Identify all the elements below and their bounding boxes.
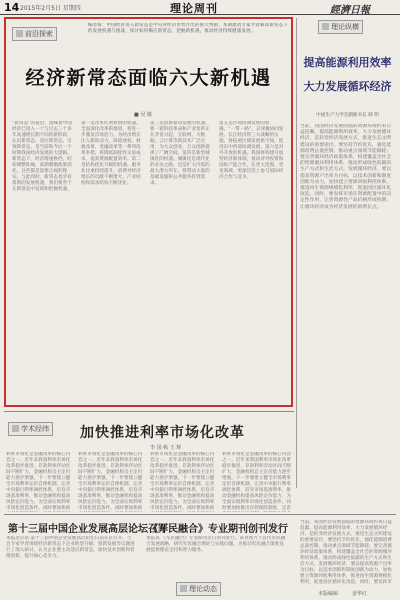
- issue-date: 2015年2月5日 星期四: [20, 5, 81, 12]
- article-column: “新常态”的提出，意味着中国经济已进入一个与过去三十多年高速增长期不同的新阶段。认识新常态、适应新常态、引领新常态，是当前和今后一个时期我国经济发展的大逻辑。新常态下，经济增速换挡，结构调整阵痛，前期刺激政策消化，这些都是需要正视的现实。与此同时，新常态也孕育着新的发展机遇，我们要善于在新常态中发现和把握机遇。: [12, 121, 72, 192]
- tag-frontier: 前沿探索: [12, 27, 57, 41]
- editor-label: 本版编辑: [318, 591, 339, 597]
- top-byline: ■ 吴 敬: [134, 112, 152, 118]
- section-tag-icon: [180, 585, 187, 592]
- mid-article-column: 利率市场化是金融改革的核心内容之一。近年来我国利率市场化改革稳步推进，存款利率浮动区间不断扩大，金融机构自主定价能力逐步增强。下一步要建立健全市场利率定价自律机制，完善中央银行利率调控体系，培育市场基准利率，推动金融机构提高风险定价能力，为全面实现利率市场化创造条件。同时要加快推: [150, 452, 215, 511]
- page-header: [0, 0, 400, 15]
- right-headline-2: 大力发展循环经济: [303, 80, 392, 93]
- page-number: 14: [4, 1, 20, 14]
- editor-note: 编者按：中国经济进入新常态是中央对经济形势作出的重大判断。本期邀请专家学者解读新常态下的发展机遇与挑战，探讨如何顺应新常态，把握新机遇，推动经济持续健康发展。: [88, 23, 288, 34]
- column-divider: [296, 18, 297, 488]
- mid-article-column: 利率市场化是金融改革的核心内容之一。近年来我国利率市场化改革稳步推进，存款利率浮动区间不断扩大，金融机构自主定价能力逐步增强。下一步要建立健全市场利率定价自律机制，完善中央银行利率调控体系，培育市场基准利率，推动金融机构提高风险定价能力，为全面实现利率市场化创造条件。同时要加快推出存款保险制度，完善: [222, 452, 291, 511]
- article-column: 第五是区域协调发展的机遇。“一带一路”、京津冀协同发展、长江经济带三大战略的实施，将拓展区域发展新空间，促进东中西部协调发展。第六是对外开放的机遇。我国将构建开放型经济新体制，推动对外投资和国际产能合作，在更大范围、更宽领域、更深层次上参与国际经济合作与竞争。: [219, 121, 284, 180]
- bottom-left-headline: 第十三届中国企业发展高层论坛召开: [8, 524, 168, 535]
- section-tag-icon: [322, 23, 329, 30]
- mid-byline: 李 国 栋 王 辉: [150, 445, 182, 451]
- right-byline: 中国生产力学会副秘书长 韩 明: [316, 113, 379, 118]
- article-column: 第一是改革红利释放的机遇。全面深化改革的推进，将进一步激发市场活力，为经济增长注入新的动力。简政放权、财税改革、金融改革等一系列改革举措，将降低制度性交易成本，提高资源配置效率。第二是结构优化升级的机遇。服务业比重持续提升，消费对经济增长的贡献不断增大，产业结构和需求结构不断优化。: [81, 121, 141, 186]
- editor-name: 姜华红: [352, 591, 368, 597]
- bottom-left-body: 本报北京讯 第十三届中国企业发展高层论坛日前在京召开。与会专家学者围绕经济新常态下企业转型升级、创新发展等议题进行了深入研讨，认为企业要主动适应新常态，加快技术创新和管理创新，提升核心竞争力。: [6, 536, 135, 559]
- paper-logo: 經濟日報: [330, 5, 370, 16]
- mid-article-column: 利率市场化是金融改革的核心内容之一。近年来我国利率市场化改革稳步推进，存款利率浮动区间不断扩大，金融机构自主定价能力逐步增强。下一步要建立健全市场利率定价自律机制，完善中央银行利率调控体系，培育市场基准利率，推动金融机构提高风险定价能力，为全面实现利率市场化创造条件。同时要加快推: [78, 452, 143, 511]
- section-tag-icon: [12, 425, 19, 432]
- tag-academic: 学术经纬: [8, 422, 53, 436]
- article-column: 第三是创新驱动发展的机遇。新一轮科技革命和产业变革正在孕育兴起，互联网、大数据、云计算等新技术广泛应用，为大众创业、万众创新提供了广阔空间。第四是新型城镇化的机遇。城镇化是现代化的必由之路，也是扩大内需的最大潜力所在，将带动大量的基础设施和公共服务投资需求。: [150, 121, 210, 186]
- top-headline: 经济新常态面临六大新机遇: [25, 67, 272, 89]
- section-divider: [4, 411, 294, 412]
- tag-theory-news: 理论动态: [176, 582, 221, 596]
- mid-headline: 加快推进利率市场化改革: [80, 425, 245, 441]
- right-article-body: 当前，我国经济发展面临的资源环境约束日益趋紧。提高能源利用效率，大力发展循环经济，是转变经济发展方式、推进生态文明建设的重要途径。要坚持节约优先，强化能源消费总量控制，推动重点领域节能降耗；要完善循环经济政策体系，构建覆盖全社会的资源循环利用体系，推动形成绿色低碳的生产方式和生活方式。发展循环经济，要以提高资源产出率为目标，以技术创新和制度创新为动力，加快建立资源回收利用体系，推进再生资源规模化利用，促进园区循环化改造。同时，要发挥市场在资源配置中的决定性作用，完善资源性产品价格形成机制，让循环经济成为经济发展的新增长点。: [300, 124, 392, 210]
- top-article[interactable]: [4, 17, 293, 407]
- bottom-mid-headline: 《军民融合》专业期刊创刊发行: [148, 524, 288, 535]
- tag-theory: 理论纵横: [318, 20, 363, 34]
- right-headline-1: 提高能源利用效率: [303, 56, 392, 69]
- section-divider: [4, 514, 396, 515]
- bottom-mid-body: 本报讯 《军民融合》专业期刊近日创刊发行。该刊致力于宣传军民融合发展战略，研究军民融合理论与实践问题，为推动军民融合深度发展提供理论支持和智力服务。: [146, 536, 286, 553]
- section-title: 理论周刊: [170, 2, 218, 15]
- mid-article-column: 利率市场化是金融改革的核心内容之一。近年来我国利率市场化改革稳步推进，存款利率浮动区间不断扩大，金融机构自主定价能力逐步增强。下一步要建立健全市场利率定价自律机制，完善中央银行利率调控体系，培育市场基准利率，推动金融机构提高风险定价能力，为全面实现利率市场化创造条件。同时要加快推: [6, 452, 71, 511]
- section-tag-icon: [16, 30, 23, 37]
- right-article-continued: 当前，我国经济发展面临的资源环境约束日益趋紧。提高能源利用效率，大力发展循环经济，是转变经济发展方式、推进生态文明建设的重要途径。要坚持节约优先，强化能源消费总量控制，推动重点领域节能降耗；要完善循环经济政策体系，构建覆盖全社会的资源循环利用体系，推动形成绿色低碳的生产方式和生活方式。发展循环经济，要以提高资源产出率为目标，以技术创新和制度创新为动力，加快建立资源回收利用体系，推进再生资源规模化利用，促进园区循环化改造。同时，要发挥市: [300, 520, 392, 584]
